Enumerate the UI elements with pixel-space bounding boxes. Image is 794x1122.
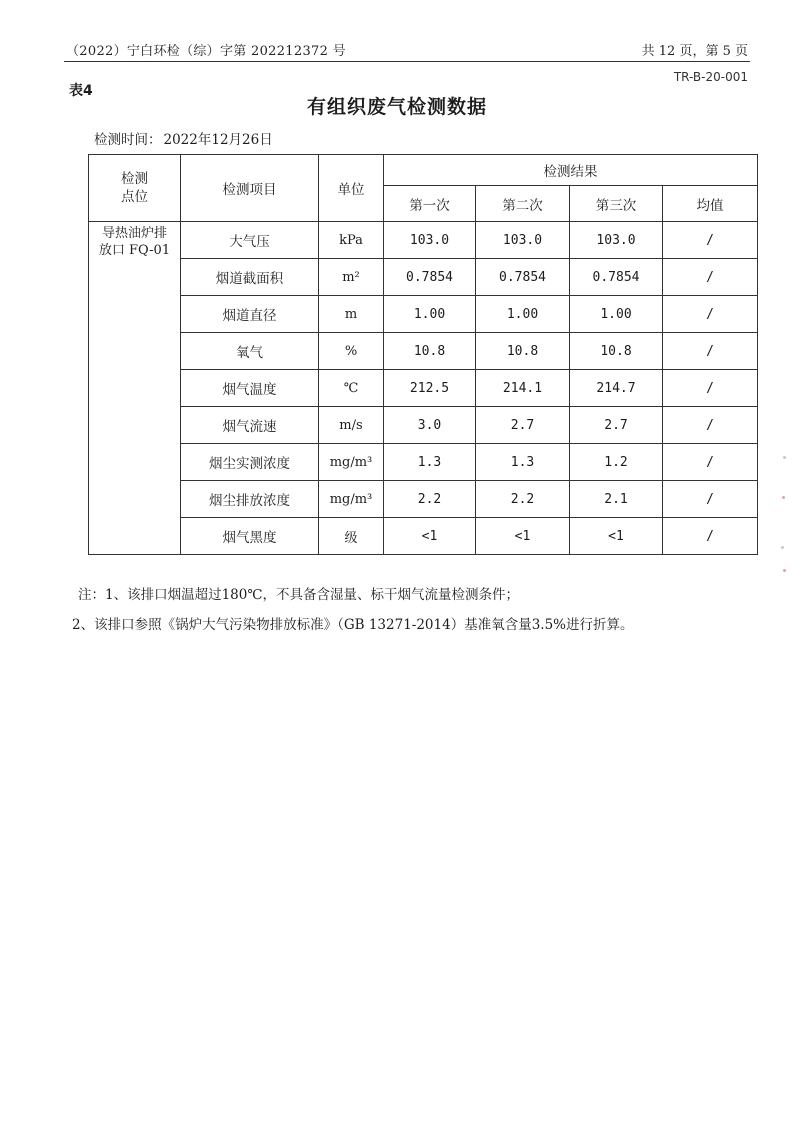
header-third: 第三次 xyxy=(570,186,663,222)
note-2: 2、该排口参照《锅炉大气污染物排放标准》（GB 13271-2014）基准氧含量3.5%进行折算。 xyxy=(72,617,634,633)
cell-third: 2.7 xyxy=(570,407,663,444)
cell-second: 214.1 xyxy=(476,370,570,407)
cell-unit: ℃ xyxy=(319,370,384,407)
header-divider xyxy=(64,61,750,62)
cell-unit: mg/m³ xyxy=(319,481,384,518)
cell-average: / xyxy=(663,481,758,518)
cell-third: 2.1 xyxy=(570,481,663,518)
table-row xyxy=(89,444,758,481)
table-row xyxy=(89,407,758,444)
cell-first: 3.0 xyxy=(384,407,476,444)
cell-average: / xyxy=(663,222,758,259)
cell-first: 103.0 xyxy=(384,222,476,259)
cell-third: 1.00 xyxy=(570,296,663,333)
cell-second: 2.2 xyxy=(476,481,570,518)
scan-speck xyxy=(783,569,786,572)
cell-third: 10.8 xyxy=(570,333,663,370)
cell-unit: 级 xyxy=(319,518,384,555)
table-row xyxy=(89,481,758,518)
cell-unit: m xyxy=(319,296,384,333)
table-row xyxy=(89,370,758,407)
header-second: 第二次 xyxy=(476,186,570,222)
header-item: 检测项目 xyxy=(181,155,319,222)
cell-second: 10.8 xyxy=(476,333,570,370)
cell-first: <1 xyxy=(384,518,476,555)
cell-second: 1.00 xyxy=(476,296,570,333)
monitoring-point: 导热油炉排 放口 FQ-01 xyxy=(89,222,181,555)
test-time xyxy=(94,128,275,148)
document-code: TR-B-20-001 xyxy=(673,70,748,84)
cell-unit: m/s xyxy=(319,407,384,444)
cell-average: / xyxy=(663,518,758,555)
cell-third: <1 xyxy=(570,518,663,555)
cell-third: 214.7 xyxy=(570,370,663,407)
cell-third: 103.0 xyxy=(570,222,663,259)
table-row xyxy=(89,518,758,555)
cell-third: 1.2 xyxy=(570,444,663,481)
cell-item: 烟气流速 xyxy=(181,407,319,444)
cell-second: 103.0 xyxy=(476,222,570,259)
cell-first: 2.2 xyxy=(384,481,476,518)
cell-first: 0.7854 xyxy=(384,259,476,296)
table-number: 表4 xyxy=(69,83,93,99)
scan-speck xyxy=(782,496,785,499)
cell-unit: mg/m³ xyxy=(319,444,384,481)
cell-average: / xyxy=(663,333,758,370)
table-row xyxy=(89,259,758,296)
cell-item: 氧气 xyxy=(181,333,319,370)
header-point: 检测 点位 xyxy=(89,155,181,222)
header-first: 第一次 xyxy=(384,186,476,222)
cell-second: 2.7 xyxy=(476,407,570,444)
table-row xyxy=(89,222,758,259)
cell-first: 10.8 xyxy=(384,333,476,370)
cell-unit: kPa xyxy=(319,222,384,259)
cell-first: 1.00 xyxy=(384,296,476,333)
cell-unit: % xyxy=(319,333,384,370)
cell-item: 烟道直径 xyxy=(181,296,319,333)
cell-average: / xyxy=(663,444,758,481)
note-1: 注：1、该排口烟温超过180℃，不具备含湿量、标干烟气流量检测条件； xyxy=(78,587,519,603)
header-results: 检测结果 xyxy=(384,155,758,186)
test-time-value: 2022年12月26日 xyxy=(163,132,273,148)
cell-average: / xyxy=(663,296,758,333)
cell-second: <1 xyxy=(476,518,570,555)
cell-unit: m² xyxy=(319,259,384,296)
table-row xyxy=(89,296,758,333)
cell-first: 212.5 xyxy=(384,370,476,407)
emission-data-table xyxy=(88,154,758,555)
report-number: （2022）宁白环检（综）字第 202212372 号 xyxy=(66,44,346,59)
cell-average: / xyxy=(663,259,758,296)
table-row xyxy=(89,333,758,370)
cell-second: 1.3 xyxy=(476,444,570,481)
cell-item: 烟道截面积 xyxy=(181,259,319,296)
cell-average: / xyxy=(663,407,758,444)
cell-item: 烟气温度 xyxy=(181,370,319,407)
cell-item: 烟气黑度 xyxy=(181,518,319,555)
test-time-label: 检测时间： xyxy=(94,132,162,148)
scan-speck xyxy=(783,456,786,459)
cell-item: 大气压 xyxy=(181,222,319,259)
cell-third: 0.7854 xyxy=(570,259,663,296)
header-average: 均值 xyxy=(663,186,758,222)
cell-second: 0.7854 xyxy=(476,259,570,296)
page-info: 共 12 页，第 5 页 xyxy=(641,44,748,59)
header-unit: 单位 xyxy=(319,155,384,222)
cell-average: / xyxy=(663,370,758,407)
cell-item: 烟尘实测浓度 xyxy=(181,444,319,481)
cell-item: 烟尘排放浓度 xyxy=(181,481,319,518)
scan-speck xyxy=(781,546,784,549)
cell-first: 1.3 xyxy=(384,444,476,481)
page-title: 有组织废气检测数据 xyxy=(306,96,487,118)
